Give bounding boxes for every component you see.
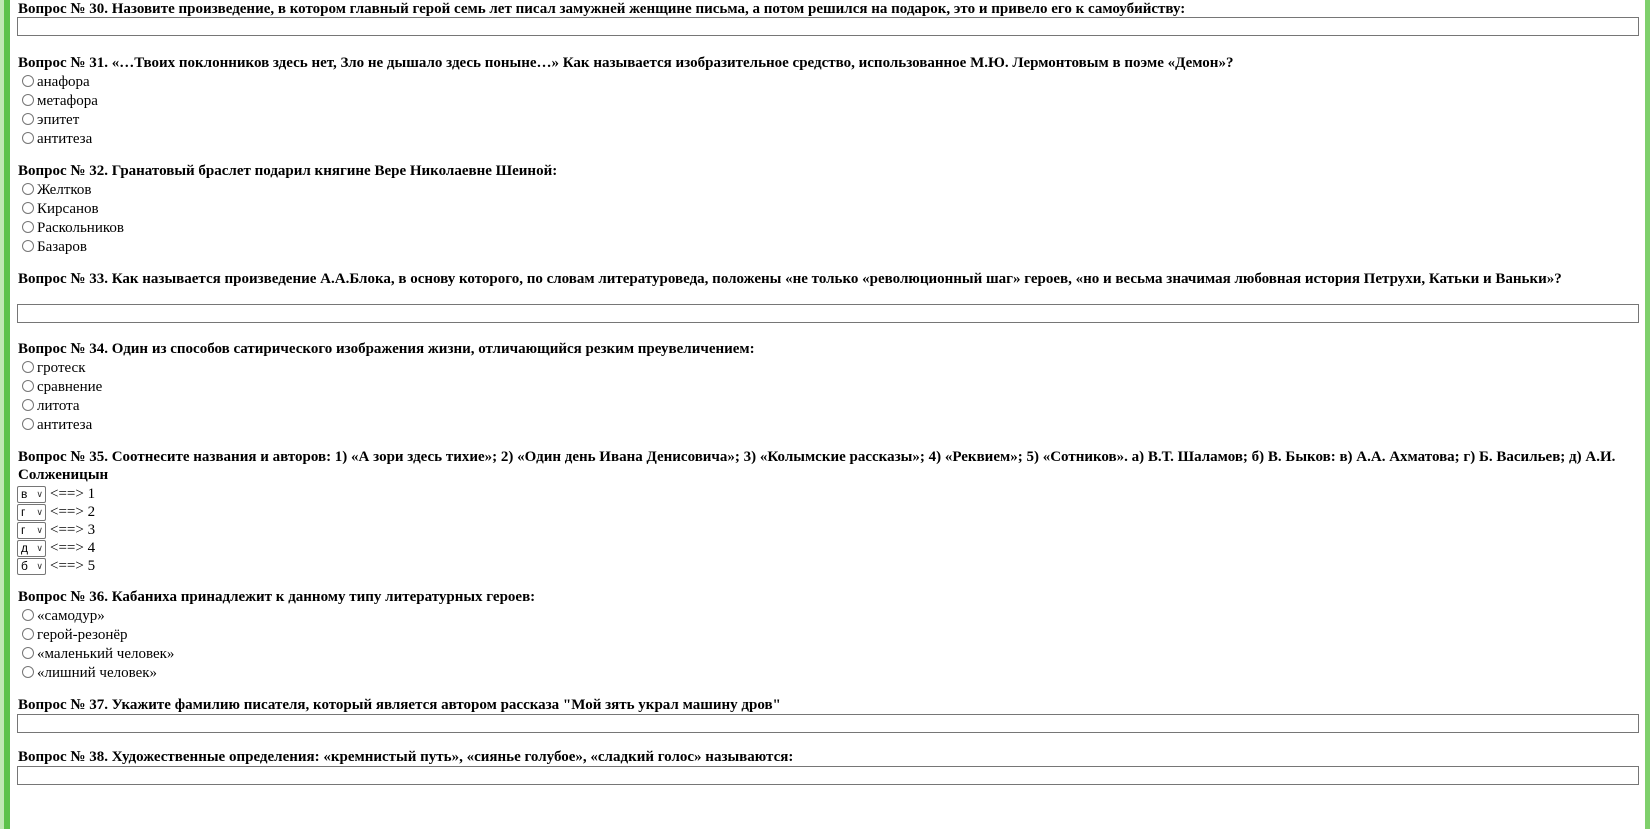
match-row-2	[17, 503, 95, 521]
option-label: Кирсанов	[37, 201, 99, 217]
select-value: г	[21, 505, 26, 519]
chevron-down-icon: ∨	[36, 524, 43, 535]
question-32-option-4[interactable]	[22, 238, 87, 257]
option-label: Базаров	[37, 239, 87, 255]
match-row-5	[17, 557, 95, 575]
question-31-option-1[interactable]	[22, 73, 90, 92]
radio-button[interactable]	[22, 94, 34, 106]
option-label: «лишний человек»	[37, 665, 158, 681]
radio-button[interactable]	[22, 75, 34, 87]
option-label: анафора	[37, 74, 90, 90]
radio-button[interactable]	[22, 399, 34, 411]
question-34-option-1[interactable]	[22, 359, 86, 378]
match-label: <==> 4	[50, 539, 96, 556]
radio-button[interactable]	[22, 647, 34, 659]
question-36-option-3[interactable]	[22, 645, 174, 664]
question-38-title: Вопрос № 38. Художественные определения: «кремнистый путь», «сиянье голубое», «сладкий голос» называются:	[18, 749, 794, 765]
right-border-green	[1645, 0, 1650, 829]
match-row-4	[17, 539, 95, 557]
chevron-down-icon: ∨	[36, 488, 43, 499]
question-34-title: Вопрос № 34. Один из способов сатирического изображения жизни, отличающийся резким преувеличением:	[18, 341, 755, 357]
radio-button[interactable]	[22, 418, 34, 430]
left-border-green	[4, 0, 10, 829]
question-32-title: Вопрос № 32. Гранатовый браслет подарил княгине Вере Николаевне Шеиной:	[18, 163, 558, 179]
question-36-option-2[interactable]	[22, 626, 128, 645]
select-value: д	[21, 541, 29, 555]
match-select-4[interactable]	[17, 540, 46, 557]
option-label: герой-резонёр	[37, 627, 128, 643]
radio-button[interactable]	[22, 183, 34, 195]
question-36-title: Вопрос № 36. Кабаниха принадлежит к данному типу литературных героев:	[18, 589, 536, 605]
option-label: Желтков	[37, 182, 92, 198]
match-select-5[interactable]	[17, 558, 46, 575]
option-label: гротеск	[37, 360, 86, 376]
match-select-3[interactable]	[17, 522, 46, 539]
radio-button[interactable]	[22, 628, 34, 640]
select-value: г	[21, 523, 26, 537]
match-select-1[interactable]	[17, 486, 46, 503]
option-label: антитеза	[37, 417, 93, 433]
select-value: б	[21, 559, 28, 573]
option-label: литота	[37, 398, 80, 414]
option-label: метафора	[37, 93, 98, 109]
match-row-1	[17, 485, 95, 503]
question-31-title: Вопрос № 31. «…Твоих поклонников здесь нет, Зло не дышало здесь поныне…» Как называется изобразительное средство, использованное М.Ю. Лермонтовым в поэме «Демон»?	[18, 55, 1234, 71]
match-row-3	[17, 521, 95, 539]
radio-button[interactable]	[22, 666, 34, 678]
question-31-option-4[interactable]	[22, 130, 92, 149]
question-34-option-2[interactable]	[22, 378, 102, 397]
option-label: «самодур»	[37, 608, 105, 624]
radio-button[interactable]	[22, 609, 34, 621]
question-32-option-3[interactable]	[22, 219, 124, 238]
question-35-title: Вопрос № 35. Соотнесите названия и авторов: 1) «А зори здесь тихие»; 2) «Один день Ивана Денисовича»; 3) «Колымские рассказы»; 4) «Реквием»; 5) «Сотников». а) В.Т. Шаламов; б) В. Быков: в) А.А. Ахматова; г) Б. Васильев; д) А.И. Солженицын	[18, 449, 1616, 483]
match-select-2[interactable]	[17, 504, 46, 521]
question-32-option-2[interactable]	[22, 200, 99, 219]
question-37-answer-input[interactable]	[17, 714, 1639, 733]
radio-button[interactable]	[22, 361, 34, 373]
option-label: эпитет	[37, 112, 80, 128]
radio-button[interactable]	[22, 240, 34, 252]
radio-button[interactable]	[22, 221, 34, 233]
question-37-title: Вопрос № 37. Укажите фамилию писателя, который является автором рассказа "Мой зять украл машину дров"	[18, 697, 781, 713]
option-label: Раскольников	[37, 220, 124, 236]
radio-button[interactable]	[22, 202, 34, 214]
chevron-down-icon: ∨	[36, 542, 43, 553]
question-33-title: Вопрос № 33. Как называется произведение А.А.Блока, в основу которого, по словам литературоведа, положены «не только «революционный шаг» героев, «но и весьма значимая любовная история Петрухи, Катьки и Ваньки»?	[18, 271, 1562, 287]
chevron-down-icon: ∨	[36, 560, 43, 571]
option-label: «маленький человек»	[37, 646, 175, 662]
question-36-option-4[interactable]	[22, 664, 157, 683]
option-label: сравнение	[37, 379, 103, 395]
chevron-down-icon: ∨	[36, 506, 43, 517]
question-32-option-1[interactable]	[22, 181, 92, 200]
question-31-option-3[interactable]	[22, 111, 79, 130]
question-34-option-4[interactable]	[22, 416, 92, 435]
question-38-answer-input[interactable]	[17, 766, 1639, 785]
match-label: <==> 3	[50, 521, 96, 538]
radio-button[interactable]	[22, 113, 34, 125]
radio-button[interactable]	[22, 132, 34, 144]
question-30-answer-input[interactable]	[17, 17, 1639, 36]
match-label: <==> 2	[50, 503, 96, 520]
question-33-answer-input[interactable]	[17, 304, 1639, 323]
question-36-option-1[interactable]	[22, 607, 105, 626]
option-label: антитеза	[37, 131, 93, 147]
question-34-option-3[interactable]	[22, 397, 80, 416]
question-30-title: Вопрос № 30. Назовите произведение, в котором главный герой семь лет писал замужней женщине письма, а потом решился на подарок, это и привело его к самоубийству:	[18, 1, 1186, 17]
match-label: <==> 5	[50, 557, 96, 574]
select-value: в	[21, 487, 28, 501]
question-31-option-2[interactable]	[22, 92, 98, 111]
radio-button[interactable]	[22, 380, 34, 392]
match-label: <==> 1	[50, 485, 96, 502]
